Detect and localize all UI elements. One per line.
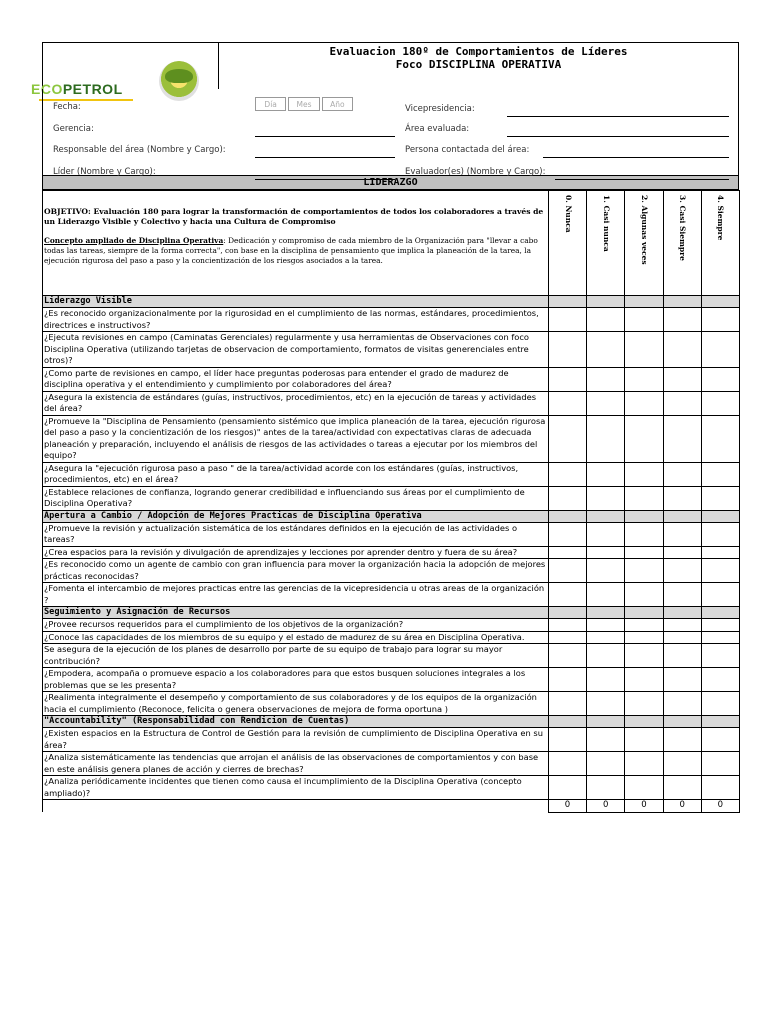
section-fill	[701, 716, 739, 728]
rating-cell-1[interactable]	[587, 486, 625, 510]
rating-cell-1[interactable]	[587, 559, 625, 583]
date-input-group	[255, 97, 353, 111]
rating-cell-2[interactable]	[625, 391, 663, 415]
rating-cell-2[interactable]	[625, 559, 663, 583]
liderazgo-bar: LIDERAZGO	[42, 175, 739, 190]
scale-header-4	[701, 191, 739, 296]
rating-cell-2[interactable]	[625, 619, 663, 632]
rating-cell-2[interactable]	[625, 668, 663, 692]
rating-cell-1[interactable]	[587, 522, 625, 546]
month-input[interactable]: Mes	[288, 97, 319, 111]
gerencia-label: Gerencia:	[53, 124, 94, 134]
rating-cell-4[interactable]	[701, 619, 739, 632]
question-text: ¿Asegura la existencia de estándares (guías, instructivos, procedimientos, etc) en la ejecución de tareas y actividades del área?	[43, 391, 549, 415]
question-row	[43, 308, 740, 332]
rating-cell-1[interactable]	[587, 332, 625, 368]
section-fill	[548, 607, 586, 619]
section-fill	[625, 716, 663, 728]
rating-cell-2[interactable]	[625, 415, 663, 462]
question-text: ¿Como parte de revisiones en campo, el líder hace preguntas poderosas para entender el grado de madurez de disciplina operativa y el entendimiento y cumplimiento por colaboradores del área?	[43, 367, 549, 391]
question-text: ¿Existen espacios en la Estructura de Control de Gestión para la revisión de cumplimiento de Disciplina Operativa en su área?	[43, 728, 549, 752]
rating-cell-0[interactable]	[548, 367, 586, 391]
rating-cell-0[interactable]	[548, 332, 586, 368]
lider-label: Líder (Nombre y Cargo):	[53, 167, 156, 177]
rating-cell-1[interactable]	[587, 391, 625, 415]
question-row	[43, 752, 740, 776]
question-text: ¿Provee recursos requeridos para el cumplimiento de los objetivos de la organización?	[43, 619, 549, 632]
question-row	[43, 332, 740, 368]
title-line-2: Foco DISCIPLINA OPERATIVA	[395, 58, 562, 71]
rating-cell-2[interactable]	[625, 486, 663, 510]
rating-cell-0[interactable]	[548, 462, 586, 486]
rating-cell-3[interactable]	[663, 462, 701, 486]
evaluation-form	[31, 42, 739, 813]
iguana-icon	[165, 69, 193, 83]
evaluadores-field[interactable]	[555, 179, 729, 180]
section-fill	[587, 716, 625, 728]
question-row	[43, 559, 740, 583]
title-line-1: Evaluacion 180º de Comportamientos de Líderes	[329, 45, 628, 58]
rating-cell-0[interactable]	[548, 415, 586, 462]
rating-cell-0[interactable]	[548, 522, 586, 546]
section-row	[43, 716, 740, 728]
question-row	[43, 692, 740, 716]
rating-cell-3[interactable]	[663, 583, 701, 607]
rating-cell-4[interactable]	[701, 522, 739, 546]
question-text: ¿Analiza sistemáticamente las tendencias que arrojan el análisis de las observaciones de comportamientos y con base en este análisis genera planes de acción y cierres de brechas?	[43, 752, 549, 776]
scale-header-1	[587, 191, 625, 296]
rating-cell-3[interactable]	[663, 728, 701, 752]
rating-cell-0[interactable]	[548, 776, 586, 800]
rating-cell-3[interactable]	[663, 644, 701, 668]
section-fill	[587, 607, 625, 619]
rating-cell-3[interactable]	[663, 559, 701, 583]
section-fill	[663, 716, 701, 728]
evaluadores-label: Evaluador(es) (Nombre y Cargo):	[405, 167, 546, 177]
year-input[interactable]: Año	[322, 97, 353, 111]
total-4: 0	[701, 800, 739, 813]
question-row	[43, 631, 740, 644]
rating-cell-4[interactable]	[701, 644, 739, 668]
rating-cell-3[interactable]	[663, 752, 701, 776]
lider-field[interactable]	[255, 179, 395, 180]
question-text: ¿Establece relaciones de confianza, logrando generar credibilidad e influenciando sus áreas por el cumplimiento de Disciplina Operativa?	[43, 486, 549, 510]
scale-header-2	[625, 191, 663, 296]
section-fill	[548, 296, 586, 308]
rating-cell-2[interactable]	[625, 462, 663, 486]
rating-cell-2[interactable]	[625, 728, 663, 752]
rating-cell-3[interactable]	[663, 668, 701, 692]
section-fill	[625, 607, 663, 619]
question-row	[43, 546, 740, 559]
objective-text: : Evaluación 180 para lograr la transformación de comportamientos de todos los colaboradores a través de un Liderazgo Visible y Colectivo y hacia una Cultura de Compromiso	[44, 207, 544, 226]
rating-cell-1[interactable]	[587, 546, 625, 559]
rating-cell-3[interactable]	[663, 546, 701, 559]
day-input[interactable]: Día	[255, 97, 286, 111]
scale-label-4: 4. Siempre	[716, 195, 726, 241]
rating-cell-3[interactable]	[663, 367, 701, 391]
question-text: ¿Realimenta integralmente el desempeño y comportamiento de sus colaboradores y de los equipos de la organización hacia el cumplimiento (Reconoce, felicita o genera observaciones de mejora de forma oportuna )	[43, 692, 549, 716]
question-text: Se asegura de la ejecución de los planes de desarrollo por parte de su equipo de trabajo para lograr su mayor contribución?	[43, 644, 549, 668]
rating-cell-1[interactable]	[587, 728, 625, 752]
rating-cell-1[interactable]	[587, 776, 625, 800]
rating-cell-2[interactable]	[625, 308, 663, 332]
section-fill	[701, 296, 739, 308]
rating-cell-4[interactable]	[701, 486, 739, 510]
rating-cell-0[interactable]	[548, 583, 586, 607]
section-fill	[663, 607, 701, 619]
question-row	[43, 415, 740, 462]
section-title: Apertura a Cambio / Adopción de Mejores Practicas de Disciplina Operativa	[43, 510, 549, 522]
question-text: ¿Asegura la "ejecución rigurosa paso a paso " de la tarea/actividad acorde con los estándares (guías, instructivos, procedimientos, etc) en el área?	[43, 462, 549, 486]
rating-cell-0[interactable]	[548, 692, 586, 716]
objective-label: OBJETIVO	[44, 207, 88, 216]
rating-cell-1[interactable]	[587, 668, 625, 692]
question-text: ¿Empodera, acompaña o promueve espacio a los colaboradores para que estos busquen soluciones integrales a los problemas que se les presenta?	[43, 668, 549, 692]
question-row	[43, 486, 740, 510]
rating-cell-3[interactable]	[663, 619, 701, 632]
rating-cell-0[interactable]	[548, 619, 586, 632]
rating-cell-4[interactable]	[701, 462, 739, 486]
section-title: Liderazgo Visible	[43, 296, 549, 308]
question-text: ¿Conoce las capacidades de los miembros de su equipo y el estado de madurez de su área en Disciplina Operativa.	[43, 631, 549, 644]
rating-cell-3[interactable]	[663, 776, 701, 800]
section-fill	[625, 510, 663, 522]
total-0: 0	[548, 800, 586, 813]
vicepresidencia-label: Vicepresidencia:	[405, 104, 475, 114]
rating-cell-3[interactable]	[663, 522, 701, 546]
scale-label-1: 1. Casi nunca	[601, 195, 611, 252]
rating-cell-2[interactable]	[625, 522, 663, 546]
rating-cell-3[interactable]	[663, 391, 701, 415]
scale-label-2: 2. Algunas veces	[639, 195, 649, 265]
total-2: 0	[625, 800, 663, 813]
rating-cell-1[interactable]	[587, 692, 625, 716]
rating-cell-1[interactable]	[587, 631, 625, 644]
totals-row	[43, 800, 740, 813]
rating-cell-0[interactable]	[548, 668, 586, 692]
question-text: ¿Es reconocido organizacionalmente por la rigurosidad en el cumplimiento de las normas, estándares, procedimientos, directrices e instructivos?	[43, 308, 549, 332]
rating-cell-3[interactable]	[663, 415, 701, 462]
rating-cell-3[interactable]	[663, 486, 701, 510]
question-row	[43, 462, 740, 486]
responsable-field[interactable]	[255, 157, 395, 158]
rating-cell-1[interactable]	[587, 462, 625, 486]
total-3: 0	[663, 800, 701, 813]
rating-cell-2[interactable]	[625, 776, 663, 800]
question-row	[43, 522, 740, 546]
rating-cell-0[interactable]	[548, 631, 586, 644]
section-row	[43, 607, 740, 619]
rating-cell-4[interactable]	[701, 332, 739, 368]
rating-cell-0[interactable]	[548, 486, 586, 510]
scale-label-0: 0. Nunca	[563, 195, 573, 233]
rating-cell-4[interactable]	[701, 668, 739, 692]
question-row	[43, 391, 740, 415]
rating-cell-0[interactable]	[548, 546, 586, 559]
question-text: ¿Fomenta el intercambio de mejores practicas entre las gerencias de la vicepresidencia u otras areas de la organización ?	[43, 583, 549, 607]
form-header	[31, 42, 739, 97]
question-row	[43, 776, 740, 800]
responsable-label: Responsable del área (Nombre y Cargo):	[53, 145, 226, 155]
question-text: ¿Ejecuta revisiones en campo (Caminatas Gerenciales) regularmente y usa herramientas de Observaciones con foco Disciplina Operativa (utilizando tarjetas de observacion de comportamiento, formatos de visitas generenciales entre otros)?	[43, 332, 549, 368]
logo-petrol-text: PETROL	[62, 81, 123, 97]
rating-cell-2[interactable]	[625, 692, 663, 716]
section-fill	[625, 296, 663, 308]
rating-cell-4[interactable]	[701, 415, 739, 462]
section-fill	[663, 296, 701, 308]
rating-cell-1[interactable]	[587, 415, 625, 462]
rating-cell-4[interactable]	[701, 308, 739, 332]
vicepresidencia-field[interactable]	[507, 116, 729, 117]
area-evaluada-label: Área evaluada:	[405, 124, 470, 134]
rating-cell-4[interactable]	[701, 583, 739, 607]
rating-cell-2[interactable]	[625, 644, 663, 668]
section-fill	[548, 510, 586, 522]
section-fill	[587, 296, 625, 308]
question-text: ¿Crea espacios para la revisión y divulgación de aprendizajes y lecciones por aprender dentro y fuera de su área?	[43, 546, 549, 559]
rating-cell-1[interactable]	[587, 583, 625, 607]
rating-cell-1[interactable]	[587, 367, 625, 391]
rating-cell-0[interactable]	[548, 728, 586, 752]
rating-cell-4[interactable]	[701, 367, 739, 391]
rating-cell-4[interactable]	[701, 559, 739, 583]
question-row	[43, 583, 740, 607]
rating-cell-3[interactable]	[663, 692, 701, 716]
objective-row	[43, 191, 740, 296]
rating-cell-4[interactable]	[701, 776, 739, 800]
rating-cell-1[interactable]	[587, 619, 625, 632]
section-row	[43, 510, 740, 522]
rating-cell-3[interactable]	[663, 631, 701, 644]
rating-cell-4[interactable]	[701, 631, 739, 644]
section-fill	[587, 510, 625, 522]
question-text: ¿Promueve la "Disciplina de Pensamiento (pensamiento sistémico que implica planeación de la tarea, ejecución rigurosa del paso a paso y la concientización de los riesgos)" antes de la tarea/actividad con expectativas claras de adecuada planeación y preparación, incluyendo el análisis de riesgos de las actividades o tareas a ejecutar por los miembros del equipo?	[43, 415, 549, 462]
rating-cell-0[interactable]	[548, 559, 586, 583]
persona-contactada-field[interactable]	[543, 157, 729, 158]
scale-header-3	[663, 191, 701, 296]
fecha-label: Fecha:	[53, 102, 81, 112]
rating-cell-2[interactable]	[625, 367, 663, 391]
scale-label-3: 3. Casi Siempre	[677, 195, 687, 261]
question-text: ¿Analiza periódicamente incidentes que tienen como causa el incumplimiento de la Disciplina Operativa (concepto ampliado)?	[43, 776, 549, 800]
rating-cell-2[interactable]	[625, 546, 663, 559]
rating-cell-0[interactable]	[548, 752, 586, 776]
totals-spacer	[43, 800, 549, 813]
persona-contactada-label: Persona contactada del área:	[405, 145, 530, 155]
section-fill	[663, 510, 701, 522]
rating-cell-0[interactable]	[548, 308, 586, 332]
section-fill	[701, 607, 739, 619]
rating-cell-0[interactable]	[548, 644, 586, 668]
question-row	[43, 728, 740, 752]
rating-cell-1[interactable]	[587, 644, 625, 668]
section-row	[43, 296, 740, 308]
rating-cell-3[interactable]	[663, 308, 701, 332]
question-row	[43, 367, 740, 391]
rating-cell-3[interactable]	[663, 332, 701, 368]
rating-cell-2[interactable]	[625, 332, 663, 368]
rating-cell-4[interactable]	[701, 728, 739, 752]
info-block	[42, 89, 739, 175]
scale-header-0	[548, 191, 586, 296]
total-1: 0	[587, 800, 625, 813]
gerencia-field[interactable]	[255, 136, 395, 137]
rating-cell-1[interactable]	[587, 752, 625, 776]
rating-cell-4[interactable]	[701, 391, 739, 415]
logo-eco-text: ECO	[31, 81, 63, 97]
questions-table	[42, 190, 740, 813]
question-text: ¿Es reconocido como un agente de cambio con gran influencia para mover la organización hacia la adopción de mejores prácticas reconocidas?	[43, 559, 549, 583]
rating-cell-4[interactable]	[701, 752, 739, 776]
concept-label: Concepto ampliado de Disciplina Operativa	[44, 236, 224, 245]
rating-cell-0[interactable]	[548, 391, 586, 415]
rating-cell-2[interactable]	[625, 752, 663, 776]
section-fill	[701, 510, 739, 522]
question-row	[43, 619, 740, 632]
concept-text: : Dedicación y compromiso de cada miembro de la Organización para "llevar a cabo todas las tareas, siempre de la forma correcta", con base en la disciplina de pensamiento que implica la planeación de la tarea, la ejecución rigurosa del paso a paso y la concientización de los riesgos asociados a la tarea.	[44, 236, 538, 265]
rating-cell-4[interactable]	[701, 546, 739, 559]
area-evaluada-field[interactable]	[507, 136, 729, 137]
objective-cell	[43, 191, 549, 296]
rating-cell-4[interactable]	[701, 692, 739, 716]
question-row	[43, 644, 740, 668]
rating-cell-2[interactable]	[625, 631, 663, 644]
form-title	[219, 45, 738, 71]
section-title: "Accountability" (Responsabilidad con Rendicion de Cuentas)	[43, 716, 549, 728]
rating-cell-2[interactable]	[625, 583, 663, 607]
question-text: ¿Promueve la revisión y actualización sistemática de los estándares definidos en la ejecución de las actividades o tareas?	[43, 522, 549, 546]
section-title: Seguimiento y Asignación de Recursos	[43, 607, 549, 619]
question-row	[43, 668, 740, 692]
rating-cell-1[interactable]	[587, 308, 625, 332]
section-fill	[548, 716, 586, 728]
